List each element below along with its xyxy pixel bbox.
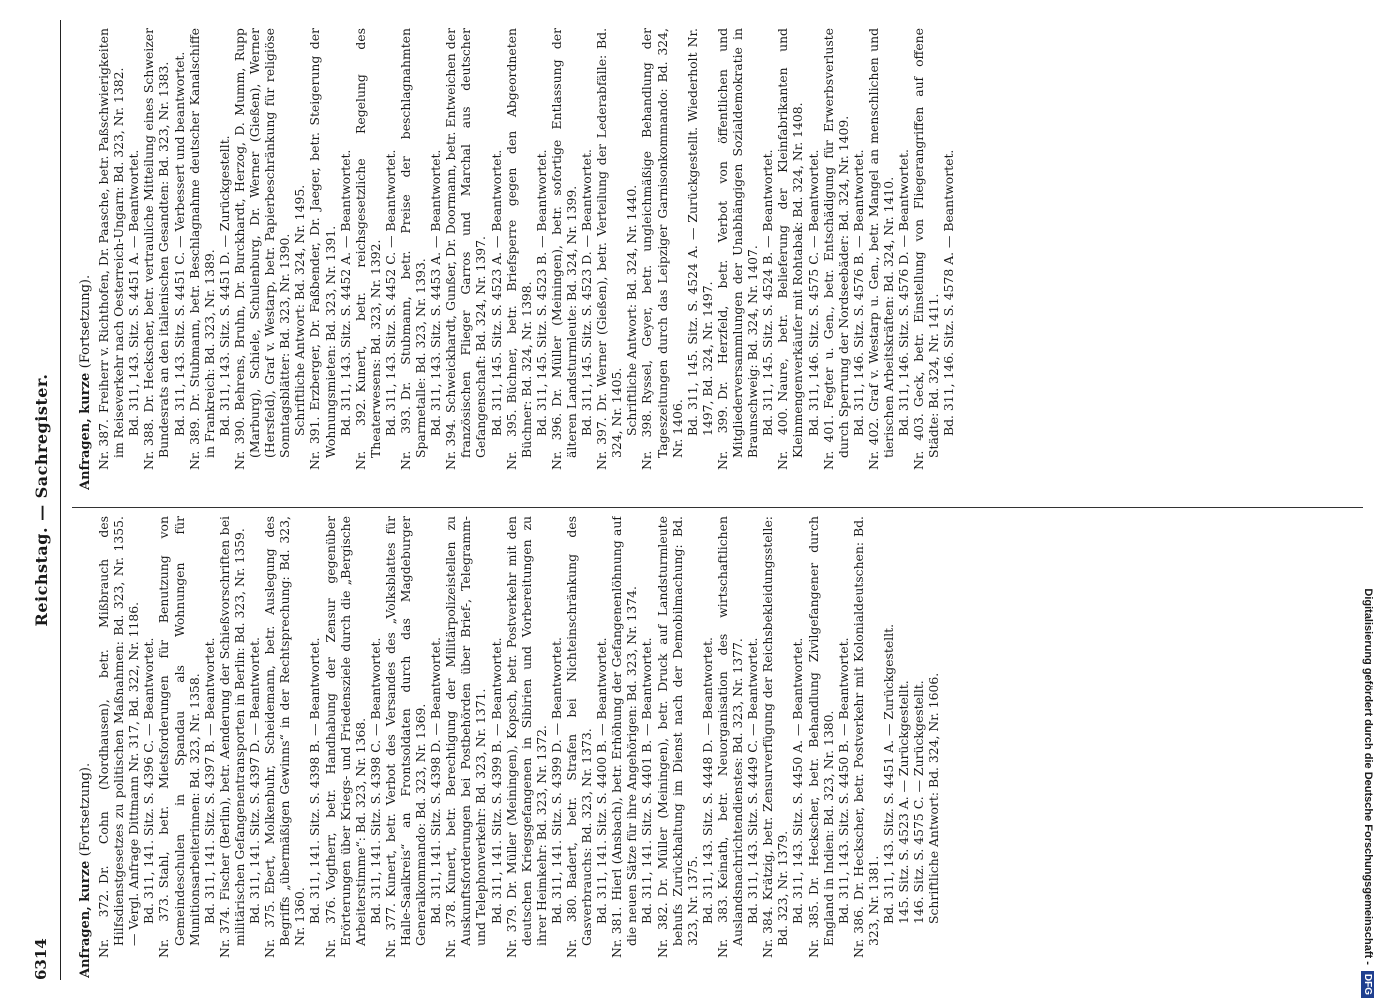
entry-citation: Bd. 311, 141. Sitz. S. 4398 C. — Beantwortet. [367, 637, 383, 924]
entry-citation: Bd. 311, 146. Sitz. S. 4578 A. — Beantwortet. [941, 149, 957, 436]
entry-citation: 146. Sitz. S. 4575 C. — Zurückgestellt. [911, 680, 927, 924]
entry-number: Nr. 385. [805, 900, 821, 958]
entry-text: Dr. Müller (Meiningen), betr. sofortige Entlassung der älteren Landsturmleute: Bd. 324, Nr. 1399. [548, 28, 579, 458]
entry-number: Nr. 397. [594, 417, 610, 470]
entry-text: Badert, betr. Strafen bei Nichteinschränkung des Gasverbrauchs: Bd. 323, Nr. 1373. [564, 516, 595, 946]
entry-citation: Bd. 311, 145. Sitz. S. 4523 B. — Beantwortet. [533, 149, 549, 436]
entry-citation: Bd. 311, 141. Sitz. S. 4396 C. — Beantwortet. [141, 637, 157, 924]
entry-number: Nr. 403. [911, 413, 927, 470]
entry-citation: Bd. 311, 143. Sitz. S. 4453 A. — Beantwortet. [428, 149, 444, 436]
register-entry [609, 516, 639, 978]
entry-text: Dr. Heckscher, betr. Postverkehr mit Kolonialdeutschen: Bd. 323, Nr. 1381. [850, 516, 881, 946]
entry-citation: Bd. 311, 141. Sitz. S. 4398 D. — Beantwortet. [428, 637, 444, 924]
section-continuation: (Fortsetzung). [78, 762, 93, 857]
entry-citation: Bd. 311, 146. Sitz. S. 4576 B. — Beantwortet. [850, 149, 866, 436]
register-entry [443, 28, 488, 490]
entry-citation: Bd. 311, 143. Sitz. S. 4451 D. — Zurückgestellt. [216, 135, 232, 436]
entry-citation: Bd. 311, 141. Sitz. S. 4399 B. — Beantwortet. [488, 637, 504, 924]
register-entry [594, 28, 624, 490]
entry-citation: Bd. 311, 143. Sitz. S. 4449 C. — Beantwortet. [745, 637, 761, 924]
entry-citation: Bd. 311, 143. Sitz. S. 4448 D. — Beantwortet. [699, 637, 715, 924]
register-entry [217, 516, 247, 978]
entry-text: Freiherr v. Richthofen, Dr. Paasche, betr. Paßschwierigkeiten im Reiseverkehr nach Oesterreich-Ungarn: Bd. 323, Nr. 1382. [96, 28, 127, 458]
entry-text: Dr. Cohn (Nordhausen), betr. Mißbrauch des Hilfsdienstgesetzes zu politischen Maßnahmen: Bd. 323, Nr. 1355. — Vergl. Anfrage Dittmann Nr. 317, Bd. 322, Nr. 1186. [96, 516, 142, 946]
entry-text: Kunert, betr. Verbot des Versandes des „Volksblattes für Halle-Saalkreis“ an Frontsoldaten durch das Magdeburger Generalkommando: Bd. 323, Nr. 1369. [382, 516, 429, 946]
register-entry [262, 516, 307, 978]
entry-text: Stahl, betr. Mietsforderungen für Benutzung von Gemeindeschulen in Spandau als Wohnungen für Munitionsarbeiterinnen: Bd. 323, Nr. 1358. [156, 516, 202, 946]
page-number: 6314 [32, 938, 50, 980]
entry-text: Kunert, betr. Berechtigung der Militärpolizeistellen zu Auskunftsforderungen bei Postbehörden über Brief-, Telegramm- und Telephonverkehr: Bd. 323, Nr. 1371. [443, 516, 489, 946]
entry-number: Nr. 379. [503, 904, 519, 958]
entry-text: Fegter u. Gen., betr. Entschädigung für Erwerbsverluste durch Sperrung der Nordseebäder: Bd. 324, Nr. 1409. [820, 28, 851, 458]
section-continuation: (Fortsetzung). [78, 274, 93, 369]
entry-citation: Bd. 311, 143. Sitz. S. 4451 A. — Zurückgestellt. [880, 623, 896, 924]
footer-text-row [1357, 2, 1379, 998]
header-rule [60, 20, 61, 980]
entry-text: Erzberger, Dr. Faßbender, Dr. Jaeger, betr. Steigerung der Wohnungsmieten: Bd. 323, Nr. 1391. [307, 28, 338, 458]
entry-number: Nr. 395. [503, 409, 519, 470]
entry-number: Nr. 396. [548, 412, 564, 470]
header-title: Reichstag. — Sachregister. [32, 373, 51, 627]
register-entry [96, 28, 126, 490]
entry-number: Nr. 375. [262, 900, 278, 958]
entry-text: Ebert, Molkenbuhr, Scheidemann, betr. Auslegung des Begriffs „übermäßigen Gewinns“ in der Rechtsprechung: Bd. 323, Nr. 1360. [262, 516, 308, 946]
entry-citation: Bd. 311, 143. Sitz. S. 4450 B. — Beantwortet. [835, 637, 851, 924]
register-entry [307, 28, 337, 490]
entry-text: Dr. Stubmann, betr. Beschlagnahme deutscher Kanalschiffe in Frankreich: Bd. 323, Nr. 1389. [186, 28, 217, 458]
register-entry [639, 28, 684, 490]
register-entry [549, 28, 579, 490]
entry-number: Nr. 373. [156, 894, 172, 958]
entry-number: Nr. 378. [443, 900, 459, 958]
entry-number: Nr. 387. [96, 419, 112, 470]
register-entry [564, 516, 594, 978]
entry-text: Dr. Herzfeld, betr. Verbot von öffentlichen und Mitgliederversammlungen der Unabhängigen Sozialdemokratie in Braunschweig: Bd. 324, Nr. 1407. [714, 28, 761, 458]
entry-text: Hierl (Ansbach), betr. Erhöhung der Gefangenenlöhnung auf die neuen Sätze für ihre Angehörigen: Bd. 323, Nr. 1374. [609, 516, 640, 946]
entry-citation: Bd. 311, 145. Sitz. S. 4523 A. — Beantwortet. [488, 149, 504, 436]
register-entry [504, 28, 534, 490]
section-title-text: Anfragen, kurze [78, 372, 93, 490]
entry-number: Nr. 400. [775, 407, 791, 470]
entry-text: Krätzig, betr. Zensurverfügung der Reichsbekleidungsstelle: Bd. 323, Nr. 1379. [760, 516, 791, 946]
entry-number: Nr. 394. [443, 418, 459, 470]
entry-number: Nr. 393. [397, 406, 413, 470]
section-title-text: Anfragen, kurze [78, 860, 93, 978]
entry-citation: Bd. 311, 146. Sitz. S. 4576 D. — Beantwortet. [896, 149, 912, 436]
entry-number: Nr. 384. [760, 906, 776, 958]
entry-citation: Schriftliche Antwort: Bd. 324, Nr. 1495. [292, 184, 308, 436]
entry-text: Dr. Müller (Meiningen), Kopsch, betr. Postverkehr mit den deutschen Kriegsgefangenen in Sibirien und Vorbereitungen zu ihrer Heimkehr: Bd. 323, Nr. 1372. [503, 516, 549, 946]
entry-citation: Bd. 311, 143. Sitz. S. 4452 C. — Beantwortet. [382, 149, 398, 436]
entry-citation: Bd. 311, 145. Sitz. S. 4523 D. — Beantwortet. [579, 149, 595, 436]
entry-number: Nr. 382. [654, 902, 670, 958]
register-entry [760, 516, 790, 978]
entry-citation: Bd. 311, 145. Sitz. S. 4524 B. — Beantwortet. [760, 149, 776, 436]
entry-number: Nr. 402. [865, 417, 881, 470]
column-divider [72, 507, 1363, 508]
register-entry [323, 516, 368, 978]
entry-citation: Schriftliche Antwort: Bd. 324, Nr. 1606. [926, 672, 942, 924]
running-header [32, 0, 58, 1000]
section-title [78, 516, 93, 978]
register-entry [156, 516, 201, 978]
entry-citation: Bd. 311, 145. Sitz. S. 4524 A. — Zurückgestellt. Wiederholt Nr. 1497, Bd. 324, Nr. 1497. [684, 28, 715, 436]
register-entry [655, 516, 700, 978]
entry-citation: Bd. 311, 141. Sitz. S. 4401 B. — Beantwortet. [639, 637, 655, 924]
register-entry [911, 28, 941, 490]
entry-text: Büchner, betr. Briefsperre gegen den Abgeordneten Büchner: Bd. 324, Nr. 1398. [503, 28, 534, 458]
entry-text: Graf v. Westarp u. Gen., betr. Mangel an menschlichen und tierischen Arbeitskräften: Bd. 324, Nr. 1410. [865, 28, 896, 458]
entry-text: Dr. Müller (Meiningen), betr. Druck auf Landsturmleute behufs Zurückhaltung im Dienst nach der Demobilmachung: Bd. 323, Nr. 1375. [654, 516, 700, 946]
entry-text: Fischer (Berlin), betr. Aenderung der Schießvorschriften bei militärischen Gefangenentransporten in Berlin: Bd. 323, Nr. 1359. [216, 516, 247, 946]
entry-number: Nr. 377. [382, 903, 398, 958]
entry-number: Nr. 372. [96, 889, 112, 958]
register-entry [504, 516, 549, 978]
entry-citation: Bd. 311, 143. Sitz. S. 4451 A. — Beantwortet. [126, 149, 142, 436]
entry-number: Nr. 380. [564, 894, 579, 958]
entry-citation: Bd. 311, 141. Sitz. S. 4399 D. — Beantwortet. [548, 637, 564, 924]
entry-citation: Bd. 311, 141. Sitz. S. 4397 B. — Beantwortet. [201, 637, 217, 924]
entry-number: Nr. 376. [322, 896, 338, 958]
register-entry [187, 28, 217, 490]
entry-number: Nr. 386. [850, 906, 866, 958]
entry-number: Nr. 401. [820, 414, 836, 470]
dfg-logo: DFG [1362, 971, 1375, 998]
entry-citation: Bd. 311, 143. Sitz. S. 4450 A. — Beantwortet. [790, 637, 806, 924]
entry-citation: Bd. 311, 146. Sitz. S. 4575 C. — Beantwortet. [805, 149, 821, 436]
register-entry [775, 28, 805, 490]
right-column [78, 28, 956, 490]
left-column [78, 516, 941, 978]
entry-text: Dr. Werner (Gießen), betr. Verteilung der Lederabfälle: Bd. 324, Nr. 1405. [594, 28, 625, 458]
entry-number: Nr. 381. [609, 906, 625, 958]
register-entry [851, 516, 881, 978]
entry-citation: Bd. 311, 143. Sitz. S. 4451 C. — Verbessert und beantwortet. [171, 51, 187, 436]
entry-citation: Bd. 311, 141. Sitz. S. 4398 B. — Beantwortet. [307, 637, 323, 924]
entry-text: Naure, betr. Belieferung der Kleinfabrikanten und Kleinmengenverkäufer mit Rohtabak: Bd. 324, Nr. 1408. [775, 28, 806, 458]
entry-number: Nr. 389. [186, 417, 202, 470]
section-title [78, 28, 93, 490]
register-entry [443, 516, 488, 978]
entry-number: Nr. 388. [141, 418, 157, 470]
entry-citation: 145. Sitz. S. 4523 A. — Zurückgestellt. [896, 680, 912, 924]
digitization-note: Digitalisierung gefördert durch die Deutsche Forschungsgemeinschaft - [1362, 588, 1374, 965]
register-entry [806, 516, 836, 978]
entry-text: Geck, betr. Einstellung von Fliegerangriffen auf offene Städte: Bd. 324, Nr. 1411. [911, 28, 942, 458]
entry-number: Nr. 392. [352, 398, 368, 470]
entry-text: Schweickhardt, Gunßer, Dr. Doormann, betr. Entweichen der französischen Flieger Garros und Marchal aus deutscher Gefangenschaft: Bd. 324, Nr. 1397. [443, 28, 489, 458]
entry-number: Nr. 398. [639, 409, 655, 470]
register-entry [232, 28, 292, 490]
entry-text: Dr. Stubmann, betr. Preise der beschlagnahmten Sparmetalle: Bd. 323, Nr. 1393. [397, 28, 429, 458]
entry-text: Behrens, Bruhn, Dr. Burckhardt, Herzog, D. Mumm, Rupp (Marburg), Schiele, Schulenburg, Dr. Werner (Gießen), Werner (Hersfeld), Graf v. Westarp, betr. Papierbeschränkung für religiöse Sonntagsblätter: Bd. 323, Nr. 1390. [231, 28, 293, 458]
entry-number: Nr. 383. [714, 895, 730, 958]
entry-citation: Bd. 311, 141. Sitz. S. 4397 D. — Beantwortet. [247, 637, 263, 924]
register-entry [383, 516, 428, 978]
entry-number: Nr. 391. [307, 416, 323, 470]
entry-text: Dr. Heckscher, betr. Behandlung Zivilgefangener durch England in Indien: Bd. 323, Nr. 1380. [805, 516, 836, 946]
entry-citation: Schriftliche Antwort: Bd. 324, Nr. 1440. [624, 184, 640, 436]
entry-citation: Bd. 311, 143. Sitz. S. 4452 A. — Beantwortet. [337, 149, 353, 436]
register-entry [821, 28, 851, 490]
entry-text: Ryssel, Geyer, betr. ungleichmäßige Behandlung der Tageszeitungen durch das Leipziger Garnisonkommando: Bd. 324, Nr. 1406. [639, 28, 685, 458]
digitization-footer [1357, 2, 1379, 998]
register-entry [866, 28, 896, 490]
register-entry [96, 516, 141, 978]
entry-number: Nr. 390. [231, 416, 247, 470]
entry-text: Vogtherr, betr. Handhabung der Zensur gegenüber Erörterungen über Kriegs- und Friedensziele durch die „Bergische Arbeiterstimme“: Bd. 323, Nr. 1368. [322, 516, 368, 946]
register-entry [715, 28, 760, 490]
register-entry [715, 516, 745, 978]
entry-text: Keinath, betr. Neuorganisation des wirtschaftlichen Auslandsnachrichtendienstes: Bd. 323, Nr. 1377. [714, 516, 746, 946]
register-entry [353, 28, 383, 490]
entry-citation: Bd. 311, 141. Sitz. S. 4400 B. — Beantwortet. [594, 637, 610, 924]
register-entry [141, 28, 171, 490]
entry-number: Nr. 374. [216, 906, 232, 958]
entry-text: Kunert, betr. reichsgesetzliche Regelung des Theaterwesens: Bd. 323, Nr. 1392. [352, 28, 383, 458]
register-entry [398, 28, 428, 490]
entry-text: Dr. Heckscher, betr. vertrauliche Mitteilung eines Schweizer Bundesrats an den italienischen Gesandten: Bd. 323, Nr. 1383. [141, 28, 172, 458]
entry-number: Nr. 399. [714, 405, 730, 470]
